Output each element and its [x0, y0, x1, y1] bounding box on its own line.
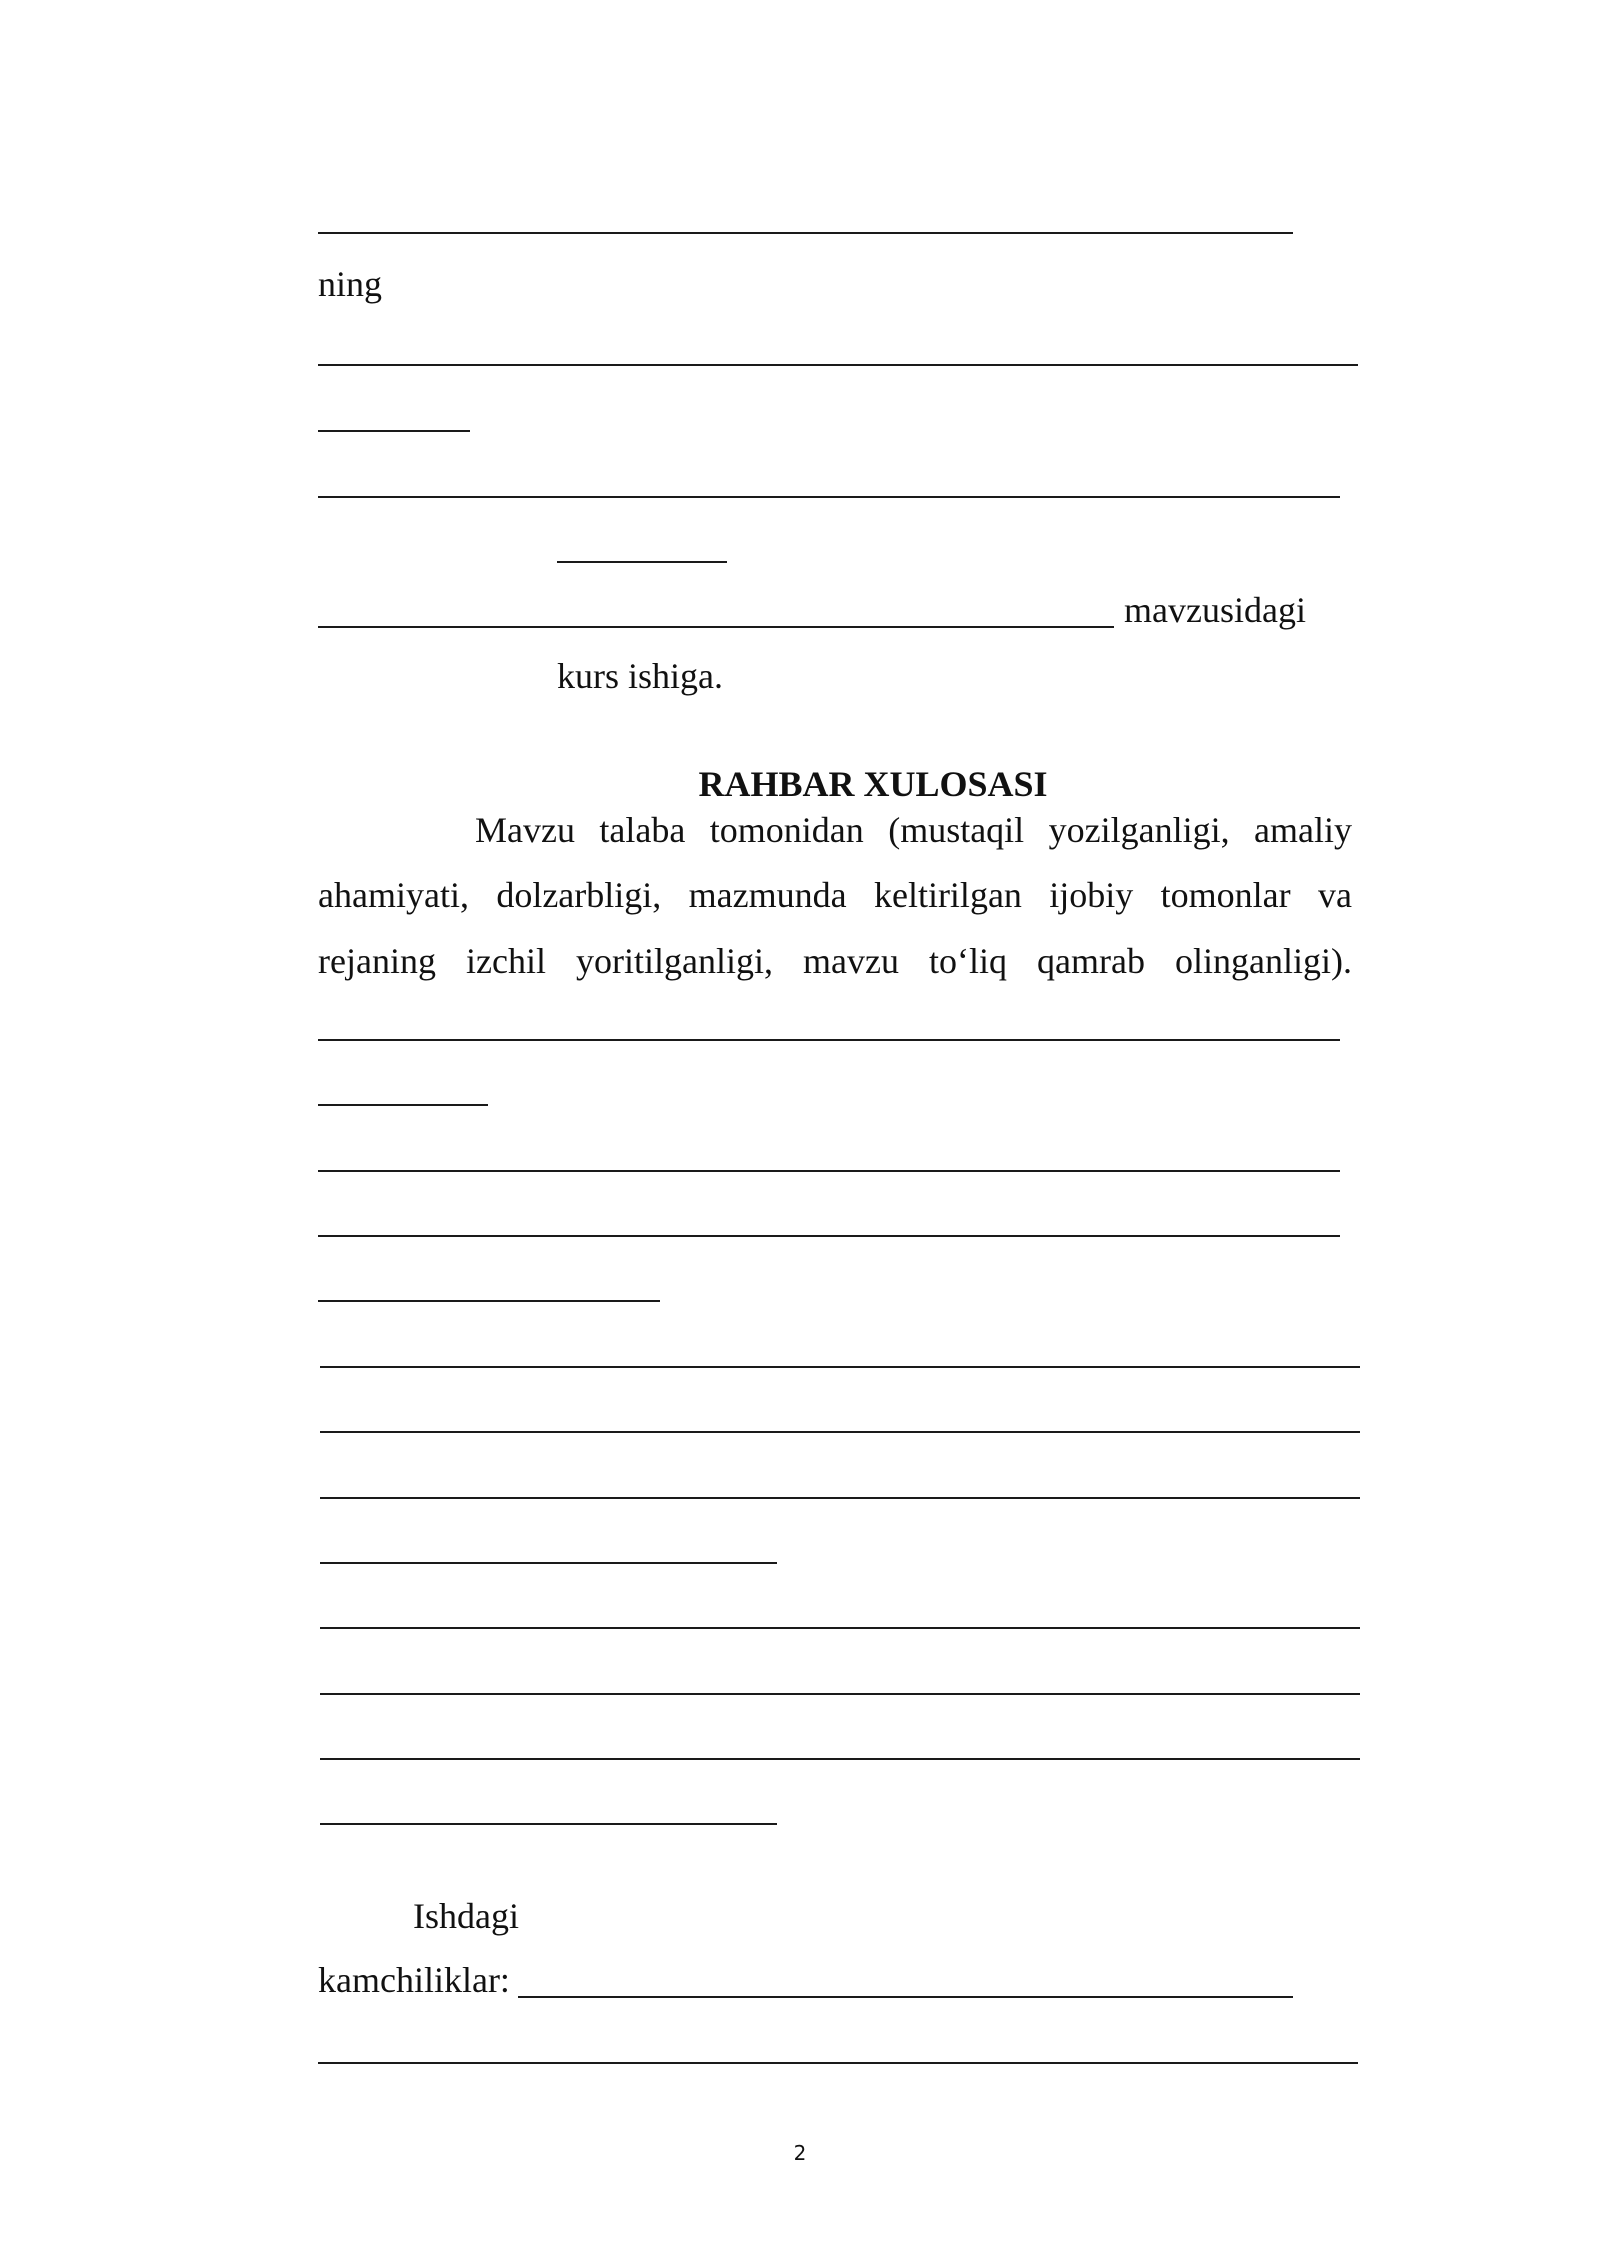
shortcomings-label-line2: kamchiliklar: — [318, 1960, 510, 2000]
ning-text: ning — [318, 264, 383, 304]
blank-line — [318, 1039, 1340, 1041]
blank-line — [320, 1497, 1360, 1499]
blank-line — [320, 1366, 1360, 1368]
mavzusidagi-text: mavzusidagi — [1124, 590, 1306, 630]
page-number: 2 — [793, 2141, 807, 2165]
blank-line — [320, 1823, 777, 1825]
section-heading: RAHBAR XULOSASI — [698, 764, 1048, 804]
blank-line — [320, 1693, 1360, 1695]
blank-line — [318, 496, 1340, 498]
blank-line — [318, 1104, 488, 1106]
blank-line — [318, 364, 1358, 366]
blank-line — [318, 2062, 1358, 2064]
blank-line — [318, 232, 1293, 234]
blank-line — [318, 430, 470, 432]
blank-line — [320, 1562, 777, 1564]
paragraph-line-3: rejaning izchil yoritilganligi, mavzu to‘liq qamrab olinganligi). — [318, 941, 1352, 981]
paragraph-line-2: ahamiyati, dolzarbligi, mazmunda keltirilgan ijobiy tomonlar va — [318, 875, 1352, 915]
blank-line — [318, 1170, 1340, 1172]
shortcomings-blank-line — [518, 1996, 1293, 1998]
shortcomings-label-line1: Ishdagi — [413, 1896, 519, 1936]
blank-line — [318, 1300, 660, 1302]
blank-line — [320, 1758, 1360, 1760]
blank-line — [557, 561, 727, 563]
blank-line — [318, 1235, 1340, 1237]
kurs-ishiga-text: kurs ishiga. — [557, 656, 723, 696]
paragraph-line-1: Mavzu talaba tomonidan (mustaqil yozilganligi, amaliy — [475, 810, 1352, 850]
topic-blank-line — [318, 626, 1114, 628]
blank-line — [320, 1431, 1360, 1433]
blank-line — [320, 1627, 1360, 1629]
